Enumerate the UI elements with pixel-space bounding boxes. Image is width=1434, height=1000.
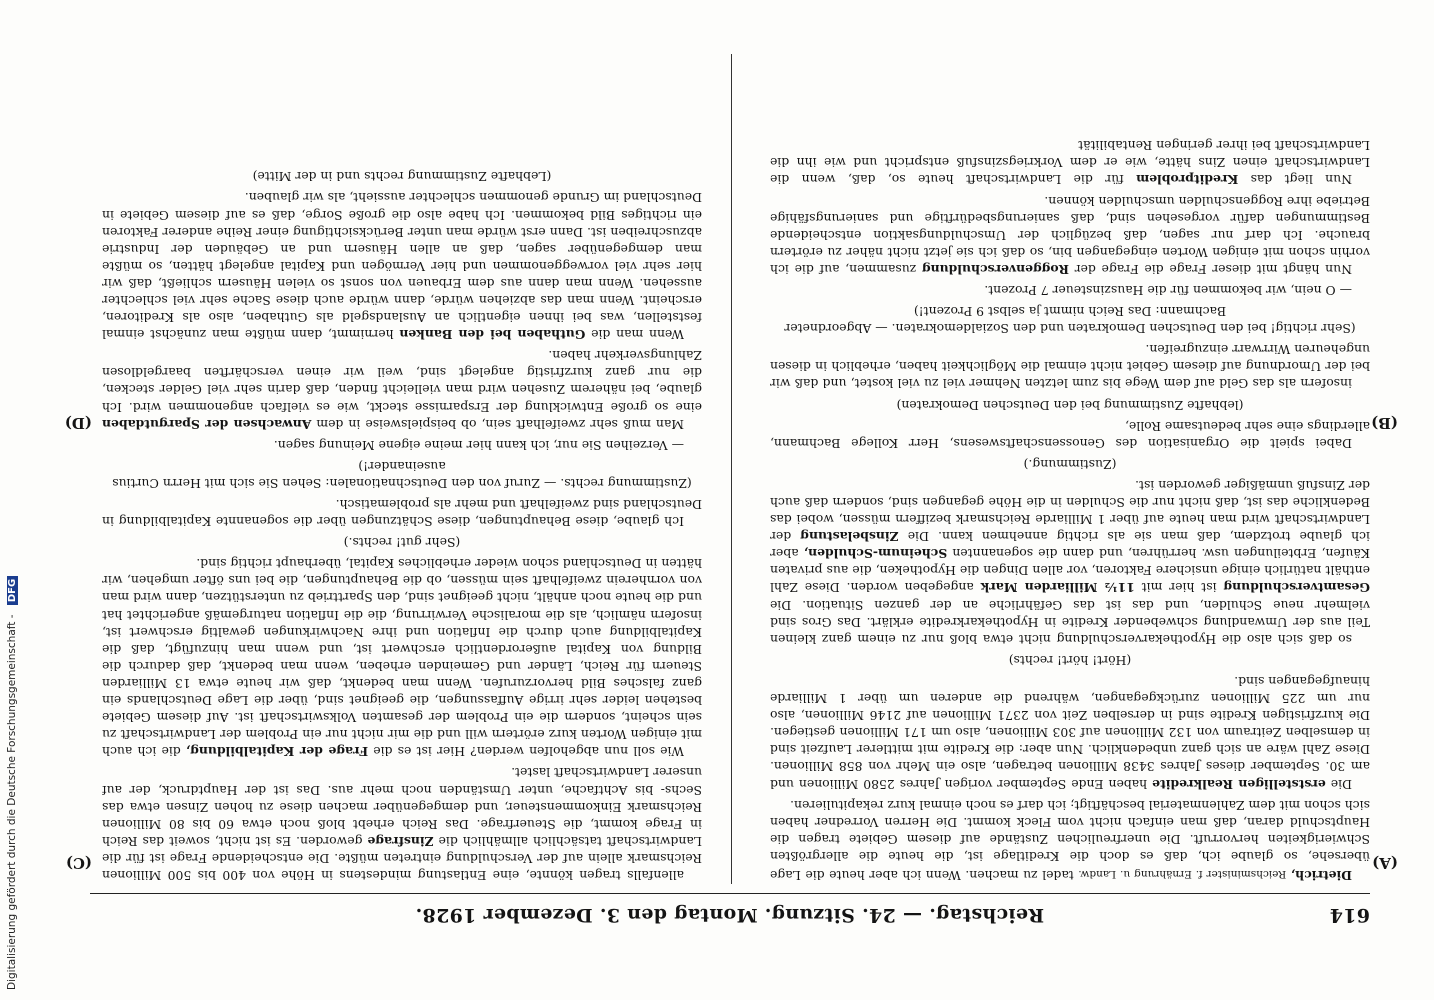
paragraph: — Verzeihen Sie nur, ich kann hier meine eigene Meinung sagen. [273,437,684,453]
paragraph-text: Die [1330,776,1352,792]
paragraph: Ich glaube, diese Behauptungen, diese Schätzungen über die sogenannte Kapitalbildung in Deutschland sind zweifelhaft und mehr als problematisch. [102,497,702,530]
paragraph-text: Man muß sehr zweifelhaft sein, ob beispielsweise in dem [316,416,684,432]
interjection: (lebhafte Zustimmung bei den Deutschen Demokraten) [896,397,1244,413]
paragraph [770,192,1370,277]
paragraph-text: so daß sich also die Hypothekarverschuldung nicht etwa bloß nur zu einem ganz kleinen Teil aus der Umwandlung schwebender Kredite in Hypothekarkredite erklärt. Das Gros sind vielmehr neue Schulden, und das ist das Gefährliche an der ganzen Situation. Die [770,597,1370,647]
page-number: 614 [1329,904,1370,926]
paragraph-text: aber ich glaube trotzdem, daß man sie als richtig annehmen kann. Die [770,529,1370,562]
paragraph [102,764,702,884]
margin-mark-c: (C) [65,854,92,872]
paragraph-text: ist hier mit [1141,580,1217,596]
header-rule [90,893,1370,894]
emphasis: Anwachsen der Spargutdaben [102,416,312,432]
interjection: (Sehr richtig! bei den Deutschen Demokraten und den Sozialdemokraten. — Abgeordneter Bachmann: Das Reich nimmt ja selbst 9 Prozent!) [784,304,1356,337]
rotated-document-page [64,52,1398,932]
paragraph: insofern als das Geld auf dem Wege bis zum letzten Nehmer viel zu viel kostet, und daß wir bei der Umordnung auf diesem Gebiet nicht einmal die Möglichkeit haben, erheblich in diesen ungeheuren Wirrwarr einzugreifen. [770,342,1370,392]
column-divider [731,54,732,884]
paragraph-text: zusammen, auf die ich vorhin schon mit einigen Worten eingegangen bin, so daß ich sie jetzt nicht näher zu erörtern brauche. Ich darf nur sagen, daß bezüglich der Umschuldungsaktion entscheidende Bestimmungen dafür vorgesehen sind, daß sanierungsbedürftige und sanierungsfähige Betriebe ihre Roggenschulden umschulden können. [770,193,1370,277]
digitization-credit [6,576,18,990]
paragraph-text: Wenn man die [591,327,684,343]
page-header [90,898,1370,932]
speaker-role: Reichsminister f. Ernährung u. Landw. [1078,868,1287,880]
paragraph-text: angegeben worden. Diese Zahl enthält natürlich einige unsichere Faktoren, vor allen Dingen die Hypotheken, die aus privaten Käufen, Erbteilungen usw. herrühren, und dann die sogenannten [770,546,1370,596]
paragraph-text: Nun liegt das [1250,172,1352,188]
interjection: (Zustimmung rechts. — Zuruf von den Deutschnationalen: Sehen Sie sich mit Herrn Curtius auseinander!) [112,458,692,491]
paragraph-text: Wie soll nun abgeholfen werden? Hier ist es die [373,744,684,760]
speaker-name: Dietrich, [1290,868,1352,883]
paragraph-text: geworden. Es ist nicht, soweit das Reich in Frage kommt, die Steuerfrage. Das Reich erhebt bloß noch etwa 60 bis 80 Millionen Reichsmark Einkommensteuer, und demgegenüber machen diese zu hohen Zinsen etwa das Sechs- bis Achtfache, unter Umständen noch mehr aus. Das ist der Hauptdruck, der auf unserer Landwirtschaft lastet. [102,765,702,849]
credit-text: Digitalisierung gefördert durch die Deutsche Forschungsgemeinschaft - [6,614,18,990]
paragraph: Dabei spielt die Organisation des Genossenschaftswesens, Herr Kollege Bachmann, allerdings eine sehr bedeutsame Rolle, [770,418,1370,451]
paragraph-text: für die Landwirtschaft heute so, daß, wenn die Landwirtschaft einen Zins hätte, wie er dem Vorkriegszinsfuß entspricht und wie ihn die Landwirtschaft bei ihrer geringen Rentabilität [770,138,1370,188]
emphasis: Zinsfrage [367,833,434,849]
paragraph-text: die ich auch mit einigen Worten kurz erörtern will und die mir nicht nur ein Problem der Landwirtschaft zu sein scheint, sondern die ein Problem der gesamten Volkswirtschaft ist. Auf diesem Gebiete bestehen leider sehr irrige Auffassungen, die geeignet sind, über die Lage Deutschlands ein ganz falsches Bild hervorzurufen. Wenn man bedenkt, daß wir heute etwa 13 Milliarden Steuern für Reich, Länder und Gemeinden erheben, wenn man bedenkt, daß dadurch die Bildung von Kapital außerordentlich erschwert ist, und wenn man hinzufügt, daß die Kapitalbildung auch durch die Inflation und ihre Nachwirkungen gewaltig erschwert ist, insofern nämlich, als die moralische Verwirrung, die die Inflation naturgemäß angerichtet hat und die heute noch anhält, nicht geeignet sind, den Sparttrieb zu unterstützen, dann wird man von vornherein zweifelhaft sein müssen, ob die Behauptungen, die bei uns öfter umgehen, wir hätten in Deutschland schon wieder erhebliches Kapital, überhaupt richtig sind. [102,556,702,760]
paragraph-text: allenfalls tragen könnte, eine Entlastung mindestens in Höhe von 400 bis 500 Millionen Reichsmark allein auf der Verschuldung eintreten müßte. Die entscheidende Frage ist für die Landwirtschaft tatsächlich allmählich die [102,833,702,883]
paragraph [102,189,702,343]
emphasis: Scheinum-Schulden, [803,546,948,562]
paragraph-text: Nun hängt mit dieser Frage die Frage der [1074,261,1352,277]
paragraph [102,555,702,760]
paragraph [770,797,1370,884]
emphasis: Frage der Kapitalbildung, [185,744,369,760]
emphasis: Gesamtverschuldung [1223,580,1370,596]
emphasis: 11½ Milliarden Mark [980,580,1135,596]
interjection: (Zustimmung.) [1023,456,1117,472]
paragraph-text: haben Ende September vorigen Jahres 2580 Millionen und am 30. September dieses Jahres 3438 Millionen betragen, also ein Mehr von 858 Millionen. Diese Zahl wäre an sich ganz unbedenklich. Nun aber: die Kredite mit mittlerer Laufzeit sind in demselben Zeitraum von 132 Millionen auf 303 Millionen, also um 171 Millionen gestiegen. Die kurzfristigen Kredite sind in derselben Zeit von 2371 Millionen auf 2146 Millionen, also nur um 225 Millionen zurückgegangen, während die anderen um über 1 Milliarde hinaufgegangen sind. [770,673,1370,792]
emphasis: Guthaben bei den Banken [399,327,586,343]
interjection: (Lebhafte Zustimmung rechts und in der Mitte) [252,169,552,185]
paragraph-text: der Landwirtschaft wird man heute auf über 1 Milliarde Reichsmark beziffern müssen, wobei das Bedenkliche das ist, daß nicht nur die Schulden in die Höhe gegangen sind, sondern daß auch der Zinsfuß unmäßiger geworden ist. [770,477,1370,545]
paragraph [102,347,702,432]
emphasis: Kreditproblem [1136,172,1239,188]
paragraph: — O nein, wir bekommen für die Hauszinsteuer 7 Prozent. [984,283,1352,298]
paragraph-text: eine so große Entwicklung der Ersparnisse steckt, wie es vielfach angenommen wird. Ich glaube, bei näherem Zusehen wird man vielleicht finden, daß darin sehr viel Gelder stecken, die nur ganz kurzfristig angelegt sind, weil wir einen verschärften baargeldlosen Zahlungsverkehr haben. [102,348,702,415]
margin-mark-b: (B) [1371,414,1398,432]
left-text-column [770,54,1370,884]
dfg-logo: DFG [7,576,18,605]
interjection: (Sehr gut! rechts.) [343,535,461,551]
interjection: (Hört! hört! rechts) [1008,652,1132,668]
emphasis: erststelligen Realkredite [1152,776,1326,792]
page-title: Reichstag. — 24. Sitzung. Montag den 3. Dezember 1928. [415,904,1045,926]
paragraph-text: tadel zu machen. Wenn ich aber heute die Lage übersehe, so glaube ich, daß es doch die Kreditlage ist, die heute die allergrößten Schwierigkeiten hervorruft. Die unerfreulichen Zustände auf diesem Gebiete tragen die Hauptschuld daran, daß man einfach nicht vom Fleck kommt. Die Herren Vorredner haben sich schon mit dem Zahlenmaterial beschäftigt; ich darf es noch einmal kurz rekapitulieren. [770,797,1370,883]
paragraph [770,477,1370,648]
emphasis: Zinsbelastung [800,529,899,545]
margin-mark-d: (D) [64,414,92,432]
right-text-column [102,54,702,884]
paragraph [770,137,1370,188]
paragraph [770,673,1370,793]
paragraph-text: hernimmt, dann müßte man zunächst einmal feststellen, was bei ihnen eigentlich an Auslandsgeld als Guthaben, also als Kreditoren, erscheint. Wenn man das abziehen würde, dann würde auch diese Sache sehr viel schlechter aussehen. Wenn man dann aus dem Erbauen von sonst so vielen Häusern schließt, daß wir hier sehr viel vorweggenommen und hier Vermögen und Kapital angelegt hätten, so müßte man demgegenüber sagen, daß an allen Häusern und an Gebäuden der Industrie abzuschreiben ist. Dann erst würde man unter Berücksichtigung einer Reihe anderer Faktoren ein richtiges Bild bekommen. Ich habe also die große Sorge, daß es auf diesem Gebiete in Deutschland im Grunde genommen schlechter aussieht, als wir glauben. [102,190,702,343]
emphasis: Roggenverschuldung [921,261,1069,277]
margin-mark-a: (A) [1372,854,1398,872]
